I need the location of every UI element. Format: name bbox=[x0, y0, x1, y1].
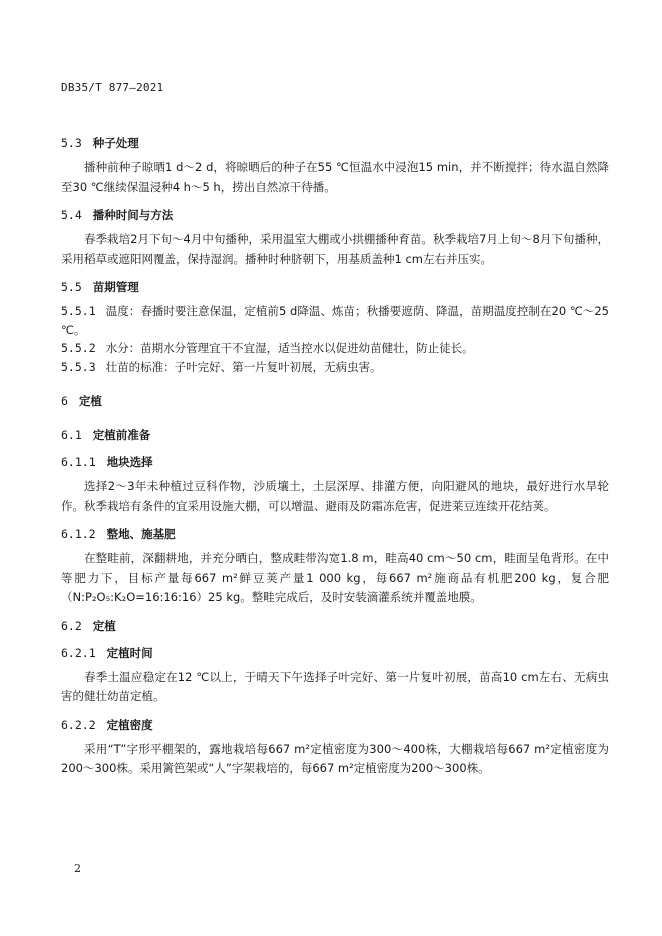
heading-6-2-2 bbox=[61, 716, 609, 734]
heading-6 bbox=[61, 392, 609, 410]
heading-number: 5.5 bbox=[61, 280, 82, 294]
heading-6-2-1 bbox=[61, 644, 609, 662]
heading-6-1-2 bbox=[61, 525, 609, 543]
heading-number: 6.2.1 bbox=[61, 645, 96, 660]
heading-title: 种子处理 bbox=[92, 136, 139, 150]
list-item-5-5-3 bbox=[61, 358, 609, 377]
item-text: 温度：春播时要注意保温，定植前5 d降温、炼苗；秋播要遮荫、降温，苗期温度控制在20 ℃～25 ℃。 bbox=[61, 304, 609, 337]
paragraph-5-4: 春季栽培2月下旬～4月中旬播种，采用温室大棚或小拱棚播种育苗。秋季栽培7月上旬～8月下旬播种，采用稻草或遮阳网覆盖，保持湿润。播种时种脐朝下，用基质盖种1 cm左右并压实。 bbox=[61, 232, 609, 266]
paragraph-6-2-2: 采用“T”字形平棚架的，露地栽培每667 m²定植密度为300～400株，大棚栽培每667 m²定植密度为200～300株。采用篱笆架或“人”字架栽培的，每667 m²定植密度为200～300株。 bbox=[61, 741, 609, 775]
list-item-5-5-2 bbox=[61, 339, 609, 358]
heading-number: 6.1 bbox=[61, 428, 82, 442]
heading-title: 地块选择 bbox=[106, 455, 153, 469]
document-body bbox=[61, 134, 609, 779]
item-text: 水分：苗期水分管理宜干不宜湿，适当控水以促进幼苗健壮，防止徒长。 bbox=[105, 341, 474, 355]
list-item-5-5-1 bbox=[61, 302, 609, 339]
heading-title: 定植 bbox=[92, 618, 116, 633]
paragraph-6-1-1: 选择2～3年未种植过豆科作物，沙质壤土，土层深厚、排灌方便，向阳避风的地块，最好进行水旱轮作。秋季栽培有条件的宜采用设施大棚，可以增温、避雨及防霜冻危害，促进莱豆连续开花结荚。 bbox=[61, 479, 609, 513]
item-number: 5.5.3 bbox=[61, 359, 96, 374]
item-text: 壮苗的标准：子叶完好、第一片复叶初展，无病虫害。 bbox=[105, 359, 382, 374]
heading-number: 5.3 bbox=[61, 136, 82, 150]
heading-5-3 bbox=[61, 134, 609, 152]
heading-title: 定植前准备 bbox=[92, 428, 151, 442]
document-header: DB35/T 877—2021 bbox=[61, 81, 164, 94]
heading-number: 6.2.2 bbox=[61, 717, 96, 732]
paragraph-6-2-1: 春季土温应稳定在12 ℃以上，于晴天下午选择子叶完好、第一片复叶初展，苗高10 cm左右、无病虫害的健壮幼苗定植。 bbox=[61, 669, 609, 703]
heading-title: 苗期管理 bbox=[92, 280, 139, 294]
heading-title: 定植 bbox=[78, 394, 102, 408]
page-number: 2 bbox=[74, 862, 81, 875]
heading-6-1 bbox=[61, 426, 609, 444]
item-number: 5.5.1 bbox=[61, 304, 96, 318]
heading-number: 6.1.2 bbox=[61, 527, 96, 541]
heading-title: 整地、施基肥 bbox=[106, 527, 176, 541]
heading-title: 播种时间与方法 bbox=[92, 208, 174, 222]
heading-5-5 bbox=[61, 278, 609, 296]
heading-title: 定植时间 bbox=[106, 645, 153, 660]
heading-6-2 bbox=[61, 617, 609, 635]
paragraph-5-3: 播种前种子晾晒1 d～2 d，将晾晒后的种子在55 ℃恒温水中浸泡15 min，并不断搅拌；待水温自然降至30 ℃继续保温浸种4 h～5 h，捞出自然凉干待播。 bbox=[61, 160, 609, 194]
heading-title: 定植密度 bbox=[106, 717, 153, 732]
item-number: 5.5.2 bbox=[61, 341, 96, 355]
heading-5-4 bbox=[61, 206, 609, 224]
heading-number: 6.2 bbox=[61, 618, 82, 633]
heading-number: 6.1.1 bbox=[61, 455, 96, 469]
heading-number: 5.4 bbox=[61, 208, 82, 222]
heading-6-1-1 bbox=[61, 453, 609, 471]
paragraph-6-1-2: 在整畦前，深翻耕地，并充分晒白，整成畦带沟宽1.8 m，畦高40 cm～50 cm，畦面呈龟背形。在中等肥力下，目标产量每667 m²鲜豆荚产量1 000 kg，每667 m²施商品有机肥200 kg，复合肥（N:P₂O₅:K₂O=16:16:16）25 kg。整畦完成后，及时安装滴灌系统并覆盖地膜。 bbox=[61, 551, 609, 604]
heading-number: 6 bbox=[61, 394, 68, 408]
